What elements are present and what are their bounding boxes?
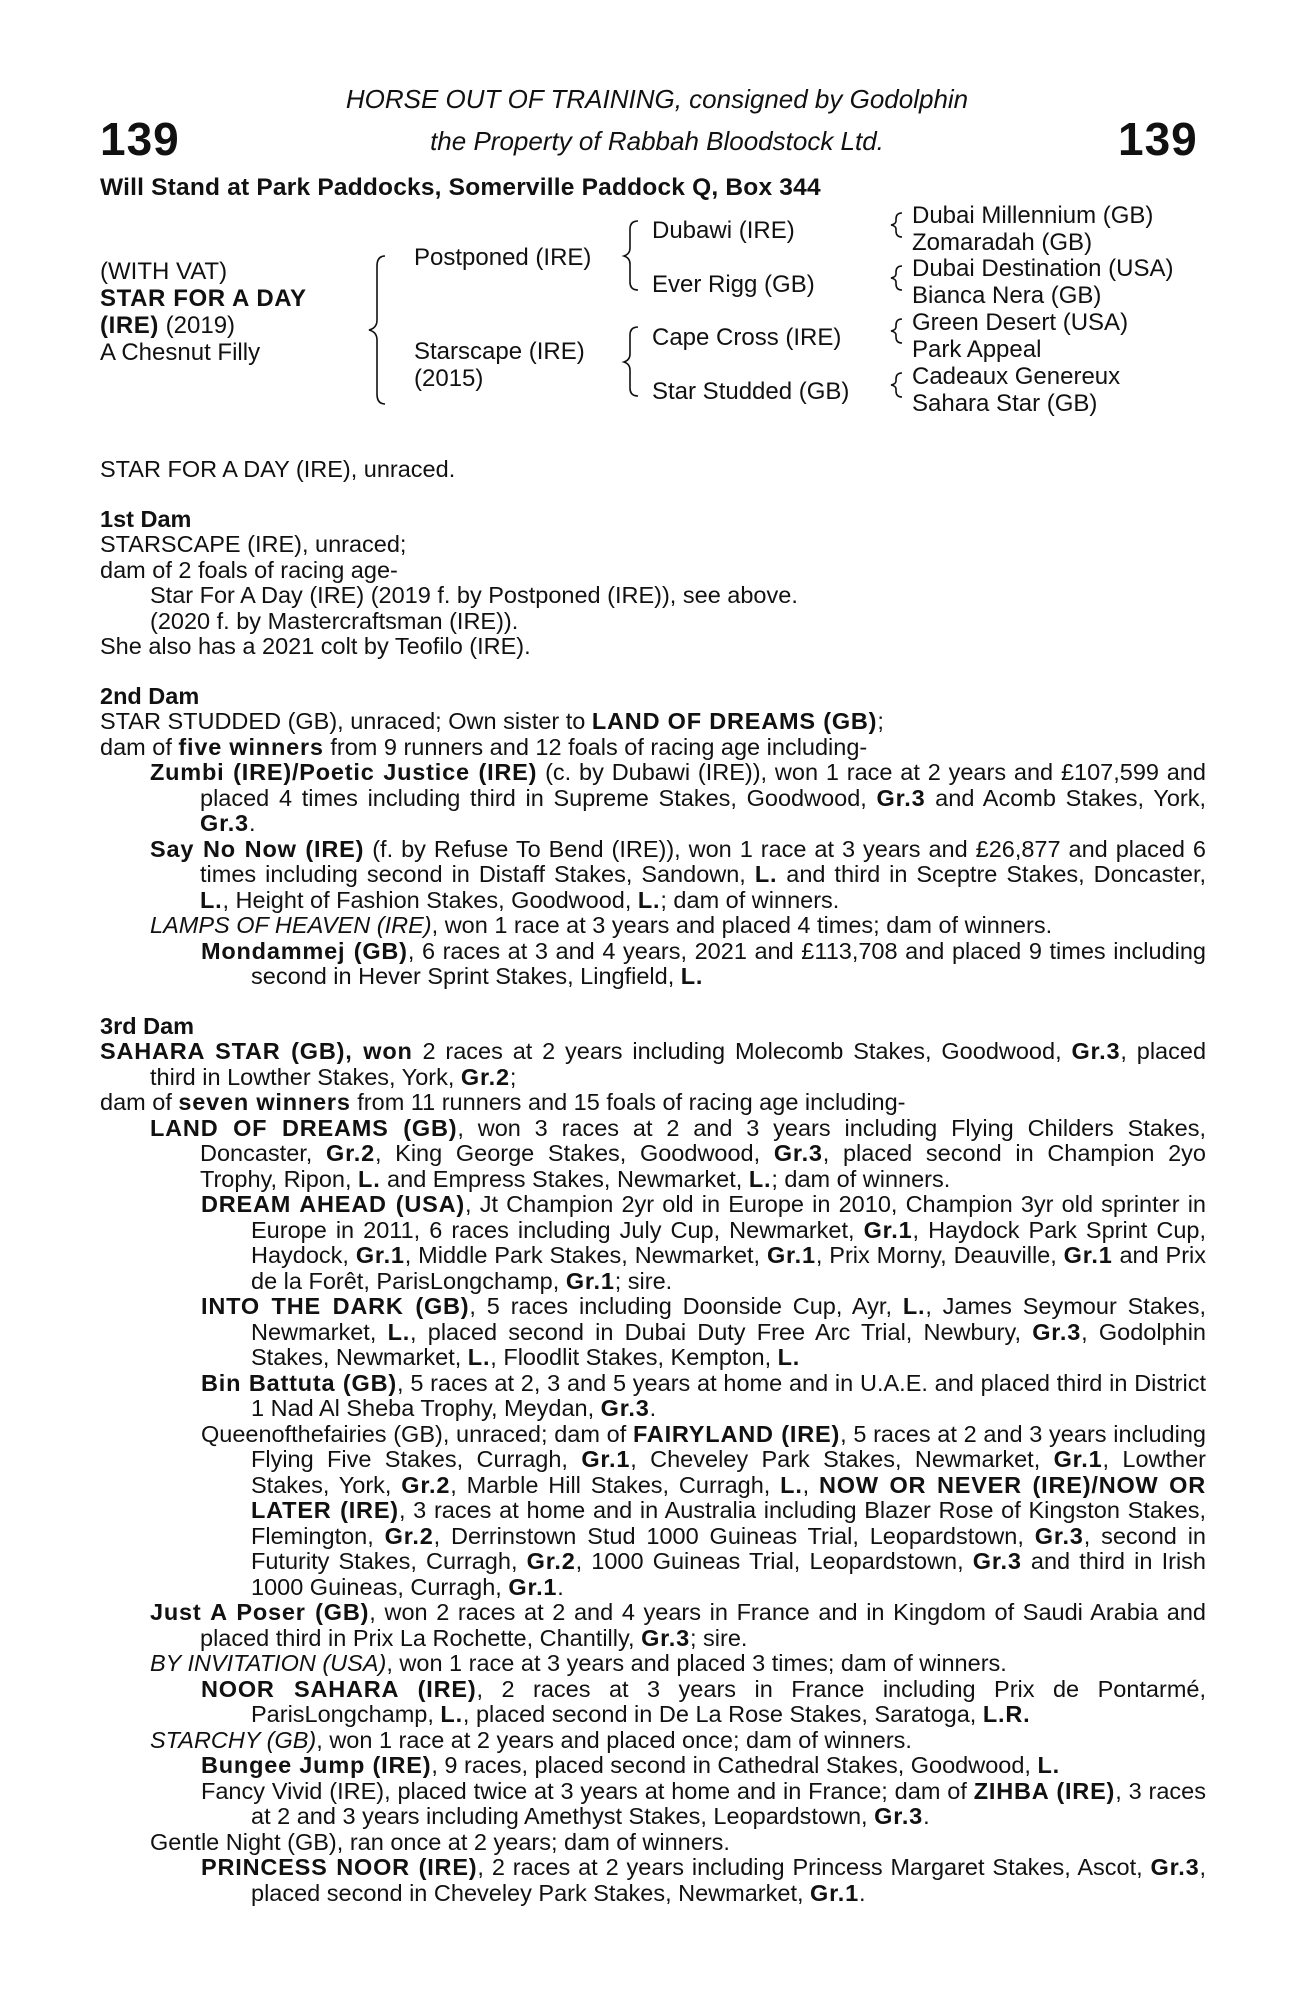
text: , Lowther Stakes, York, — [251, 1446, 1207, 1498]
horse-italic: STARCHY (GB) — [150, 1726, 317, 1753]
text: , won 1 race at 3 years and placed 3 times; dam of winners. — [386, 1650, 1007, 1676]
text: , Middle Park Stakes, Newmarket, — [404, 1242, 767, 1268]
horse-bold: INTO THE DARK (GB) — [201, 1293, 470, 1319]
lot-number-right: 139 — [1118, 113, 1198, 165]
produce-entry — [100, 1651, 1206, 1677]
third-dam-heading: 3rd Dam — [100, 1012, 195, 1039]
bracket-g4 — [891, 373, 902, 397]
race-grade: L. — [200, 886, 223, 913]
sire-sire: Dubawi (IRE) — [652, 217, 795, 244]
horse-bold: SAHARA STAR (GB) — [100, 1038, 346, 1064]
text: , won 2 races at 2 and 4 years in France and in Kingdom of Saudi Arabia and placed third in Prix La Rochette, Chantilly, — [200, 1599, 1206, 1651]
dam-name: Starscape (IRE) — [414, 338, 585, 365]
race-grade: L. — [680, 963, 704, 989]
produce-entry — [100, 1192, 1206, 1294]
text: , 1000 Guineas Trial, Leopardstown, — [575, 1548, 973, 1574]
text: (c. by Dubawi (IRE)), won 1 race at 2 years and £107,599 and placed 4 times including third in Supreme Stakes, Goodwood, — [200, 759, 1206, 811]
text: . — [923, 1803, 930, 1829]
horse-italic: LAMPS OF HEAVEN (IRE) — [150, 912, 432, 938]
granddam-6: Park Appeal — [912, 336, 1042, 363]
horse-bold: NOW OR NEVER (IRE)/NOW OR LATER (IRE) — [251, 1471, 1206, 1523]
text: dam of — [100, 1089, 179, 1115]
text: , placed second in Dubai Duty Free Arc Trial, Newbury, — [410, 1318, 1033, 1345]
horse-country: (IRE) — [100, 312, 159, 339]
produce-entry — [100, 760, 1206, 837]
first-dam-line: dam of 2 foals of racing age- — [100, 556, 398, 583]
horse-bold: DREAM AHEAD (USA) — [201, 1191, 466, 1217]
produce-entry — [100, 1855, 1206, 1906]
text: ; — [877, 708, 884, 734]
text: ; sire. — [690, 1624, 748, 1651]
produce-entry — [100, 1753, 1206, 1779]
lot-number-left: 139 — [100, 113, 180, 165]
text: , 5 races including Doonside Cup, Ayr, — [469, 1293, 903, 1319]
grandsire-3: Dubai Destination (USA) — [912, 255, 1174, 282]
race-grade: Gr.2 — [326, 1140, 375, 1166]
race-grade: Gr.3 — [200, 810, 249, 836]
text: , won 3 races at 2 and 3 years including Flying Childers Stakes, Doncaster, — [200, 1114, 1206, 1166]
text: , won 1 race at 3 years and placed 4 times; dam of winners. — [431, 912, 1053, 938]
race-grade: Gr.3 — [1071, 1038, 1121, 1064]
race-grade: Gr.2 — [384, 1522, 434, 1549]
first-dam-foal: Star For A Day (IRE) (2019 f. by Postponed (IRE)), see above. — [150, 582, 798, 608]
race-grade: L. — [780, 1471, 803, 1498]
text: ; dam of winners. — [660, 886, 840, 913]
race-grade: Gr.1 — [863, 1216, 913, 1243]
text: , Marble Hill Stakes, Curragh, — [450, 1471, 781, 1498]
bracket-g2 — [891, 266, 902, 290]
stand-location: Will Stand at Park Paddocks, Somerville Paddock Q, Box 344 — [100, 174, 821, 201]
horse-bold: FAIRYLAND (IRE) — [632, 1420, 841, 1447]
horse-bold: PRINCESS NOOR (IRE) — [201, 1854, 478, 1880]
race-grade: Gr.3 — [773, 1140, 823, 1166]
horse-bold: NOOR SAHARA (IRE) — [201, 1675, 477, 1702]
intro-line: STAR FOR A DAY (IRE), unraced. — [100, 456, 456, 482]
text: , Derrinstown Stud 1000 Guineas Trial, Leopardstown, — [433, 1522, 1035, 1549]
text: , 9 races, placed second in Cathedral Stakes, Goodwood, — [431, 1752, 1038, 1778]
produce-entry — [100, 1294, 1206, 1371]
race-grade: Gr.1 — [581, 1446, 631, 1472]
horse-bold: Zumbi (IRE)/Poetic Justice (IRE) — [150, 759, 538, 785]
property-line: the Property of Rabbah Bloodstock Ltd. — [430, 126, 884, 156]
text: , 5 races at 2, 3 and 5 years at home and in U.A.E. and placed third in District 1 Nad Al Sheba Trophy, Meydan, — [251, 1369, 1206, 1421]
race-grade: Gr.3 — [641, 1624, 690, 1651]
race-grade: L. — [1037, 1752, 1060, 1778]
winners-count: seven winners — [178, 1089, 351, 1115]
consignor-line: HORSE OUT OF TRAINING, consigned by Godolphin — [345, 84, 969, 114]
text: . — [649, 1395, 657, 1421]
text: Fancy Vivid (IRE), placed twice at 3 years at home and in France; dam of — [201, 1777, 974, 1804]
produce-entry — [100, 837, 1206, 914]
first-dam-line: STARSCAPE (IRE), unraced; — [100, 531, 407, 557]
text: from 9 runners and 12 foals of racing age including- — [323, 733, 868, 760]
race-grade: L. — [467, 1344, 491, 1370]
bracket-g1 — [891, 213, 902, 237]
text: , King George Stakes, Goodwood, — [374, 1140, 774, 1166]
grandsire-1: Dubai Millennium (GB) — [912, 202, 1154, 229]
race-grade: L. — [902, 1293, 926, 1319]
text: , Prix Morny, Deauville, — [815, 1242, 1064, 1268]
dam-year: (2015) — [414, 365, 484, 392]
race-grade: Gr.3 — [874, 1803, 924, 1829]
text: , Cheveley Park Stakes, Newmarket, — [630, 1446, 1054, 1472]
produce-entry — [100, 1422, 1206, 1601]
text: ; sire. — [614, 1267, 673, 1294]
race-grade: Gr.1 — [766, 1242, 816, 1268]
text: Gentle Night (GB), ran once at 2 years; dam of winners. — [150, 1828, 730, 1855]
first-dam-line: She also has a 2021 colt by Teofilo (IRE). — [100, 633, 531, 659]
winners-count: five winners — [178, 733, 324, 760]
race-grade: L. — [440, 1701, 463, 1727]
dam-sire: Cape Cross (IRE) — [652, 324, 842, 351]
bracket-main — [369, 256, 385, 404]
text: ; — [509, 1063, 517, 1090]
horse-bold: Just A Poser (GB) — [150, 1599, 370, 1625]
horse-year: (2019) — [159, 312, 236, 339]
text: , 2 races at 2 years including Princess Margaret Stakes, Ascot, — [477, 1854, 1151, 1880]
text: (f. by Refuse To Bend (IRE)), won 1 race at 3 years and £26,877 and placed 6 times including second in Distaff Stakes, Sandown, — [200, 835, 1206, 887]
text: and Empress Stakes, Newmarket, — [380, 1165, 749, 1192]
race-grade: Gr.1 — [355, 1242, 405, 1268]
text: . — [248, 810, 256, 836]
pedigree-table — [0, 198, 1314, 418]
horse-bold: Mondammej (GB) — [201, 937, 408, 964]
text: and third in Sceptre Stakes, Doncaster, — [777, 861, 1206, 887]
race-grade: Gr.1 — [1053, 1446, 1103, 1472]
text: 2 races at 2 years including Molecomb Stakes, Goodwood, — [412, 1038, 1072, 1064]
grandsire-7: Cadeaux Genereux — [912, 363, 1121, 390]
race-grade: Gr.2 — [460, 1063, 510, 1090]
produce-entry — [100, 1116, 1206, 1193]
text: , placed third in Lowther Stakes, York, — [150, 1038, 1207, 1090]
text: , — [802, 1471, 820, 1498]
text: . — [858, 1879, 866, 1906]
produce-entry — [100, 1600, 1206, 1651]
grandsire-5: Green Desert (USA) — [912, 309, 1129, 336]
catalogue-body — [100, 457, 1206, 1906]
produce-entry — [100, 913, 1206, 939]
race-grade: L. — [387, 1318, 411, 1345]
text: and Acomb Stakes, York, — [925, 784, 1206, 811]
race-grade: L. — [754, 861, 778, 887]
second-dam-heading: 2nd Dam — [100, 682, 200, 709]
race-grade: Gr.3 — [600, 1395, 650, 1421]
text: , placed second in De La Rose Stakes, Saratoga, — [462, 1701, 983, 1727]
bracket-g3 — [891, 319, 902, 343]
text: and third in Irish 1000 Guineas, Curragh, — [251, 1548, 1206, 1600]
produce-entry — [100, 1779, 1206, 1830]
text: , Haydock Park Sprint Cup, Haydock, — [251, 1216, 1206, 1268]
produce-entry — [100, 939, 1206, 990]
text: , Height of Fashion Stakes, Goodwood, — [222, 886, 638, 913]
text: , Jt Champion 2yr old in Europe in 2010, Champion 3yr old sprinter in Europe in 2011, 6 races including July Cup, Newmarket, — [251, 1191, 1206, 1243]
text: , 3 races at 2 and 3 years including Amethyst Stakes, Leopardstown, — [251, 1777, 1206, 1829]
second-dam-line — [100, 709, 1206, 735]
third-dam-line — [100, 1090, 1206, 1116]
race-grade: L. — [777, 1344, 801, 1370]
sire-dam: Ever Rigg (GB) — [652, 271, 815, 298]
race-grade: Gr.1 — [1063, 1242, 1113, 1268]
horse-bold: ZIHBA (IRE) — [973, 1777, 1116, 1804]
horse-italic: BY INVITATION (USA) — [150, 1650, 387, 1676]
vat-note: (WITH VAT) — [100, 258, 228, 285]
horse-suffix-year — [100, 312, 235, 339]
dam-dam: Star Studded (GB) — [652, 378, 850, 405]
text: Queenofthefairies (GB), unraced; dam of — [201, 1420, 633, 1447]
race-grade: Gr.3 — [1032, 1318, 1082, 1345]
text: ; dam of winners. — [771, 1165, 951, 1192]
race-grade: L. — [358, 1165, 381, 1192]
produce-entry — [100, 1728, 1206, 1754]
granddam-8: Sahara Star (GB) — [912, 390, 1098, 417]
first-dam-heading: 1st Dam — [100, 505, 192, 532]
second-dam-line — [100, 735, 1206, 761]
text: , 2 races at 3 years in France including Prix de Pontarmé, ParisLongchamp, — [251, 1675, 1207, 1727]
text: , 5 races at 2 and 3 years including Flying Five Stakes, Curragh, — [251, 1420, 1206, 1472]
bracket-dam — [624, 327, 638, 396]
text: , second in Futurity Stakes, Curragh, — [251, 1522, 1207, 1574]
text: dam of — [100, 733, 179, 760]
horse-bold: Say No Now (IRE) — [150, 835, 365, 862]
produce-entry — [100, 1830, 1206, 1856]
horse-bold: Bin Battuta (GB) — [201, 1369, 398, 1396]
first-dam-foal: (2020 f. by Mastercraftsman (IRE)). — [150, 607, 519, 634]
text: STAR STUDDED (GB), unraced; Own sister to — [100, 708, 592, 734]
text: , won 1 race at 2 years and placed once; dam of winners. — [316, 1726, 912, 1753]
race-grade: Gr.1 — [810, 1879, 859, 1906]
race-grade: Gr.2 — [401, 1471, 451, 1498]
race-grade: L.R. — [982, 1701, 1031, 1727]
horse-bold: LAND OF DREAMS (GB) — [150, 1114, 458, 1141]
race-grade: L. — [748, 1165, 772, 1192]
horse-name: STAR FOR A DAY — [100, 285, 307, 312]
race-grade: Gr.1 — [508, 1573, 558, 1600]
granddam-4: Bianca Nera (GB) — [912, 282, 1102, 309]
third-dam-line — [100, 1039, 1206, 1090]
text: , Godolphin Stakes, Newmarket, — [251, 1318, 1206, 1370]
text: , Floodlit Stakes, Kempton, — [490, 1344, 778, 1370]
text: . — [557, 1573, 564, 1600]
text-bold: , won — [345, 1038, 413, 1064]
horse-bold: Bungee Jump (IRE) — [201, 1752, 432, 1778]
text: and Prix de la Forêt, ParisLongchamp, — [251, 1242, 1206, 1294]
text: , placed second in Champion 2yo Trophy, Ripon, — [200, 1140, 1206, 1192]
race-grade: Gr.3 — [1034, 1522, 1084, 1549]
race-grade: Gr.3 — [1150, 1854, 1200, 1880]
race-grade: Gr.3 — [972, 1548, 1022, 1574]
horse-bold: LAND OF DREAMS (GB) — [591, 708, 878, 734]
race-grade: L. — [637, 886, 661, 913]
granddam-2: Zomaradah (GB) — [912, 229, 1093, 256]
race-grade: Gr.1 — [565, 1267, 615, 1294]
horse-description: A Chesnut Filly — [100, 339, 261, 366]
sire-name: Postponed (IRE) — [414, 244, 592, 271]
text: , James Seymour Stakes, Newmarket, — [251, 1293, 1206, 1345]
race-grade: Gr.3 — [876, 784, 926, 811]
bracket-sire — [624, 221, 638, 290]
text: , 6 races at 3 and 4 years, 2021 and £113,708 and placed 9 times including second in Hever Sprint Stakes, Lingfield, — [251, 937, 1206, 989]
produce-entry — [100, 1677, 1206, 1728]
text: , placed second in Cheveley Park Stakes, Newmarket, — [251, 1854, 1206, 1906]
race-grade: Gr.2 — [526, 1548, 576, 1574]
text: from 11 runners and 15 foals of racing age including- — [350, 1089, 906, 1115]
text: , 3 races at home and in Australia including Blazer Rose of Kingston Stakes, Flemington, — [251, 1497, 1206, 1549]
produce-entry — [100, 1371, 1206, 1422]
